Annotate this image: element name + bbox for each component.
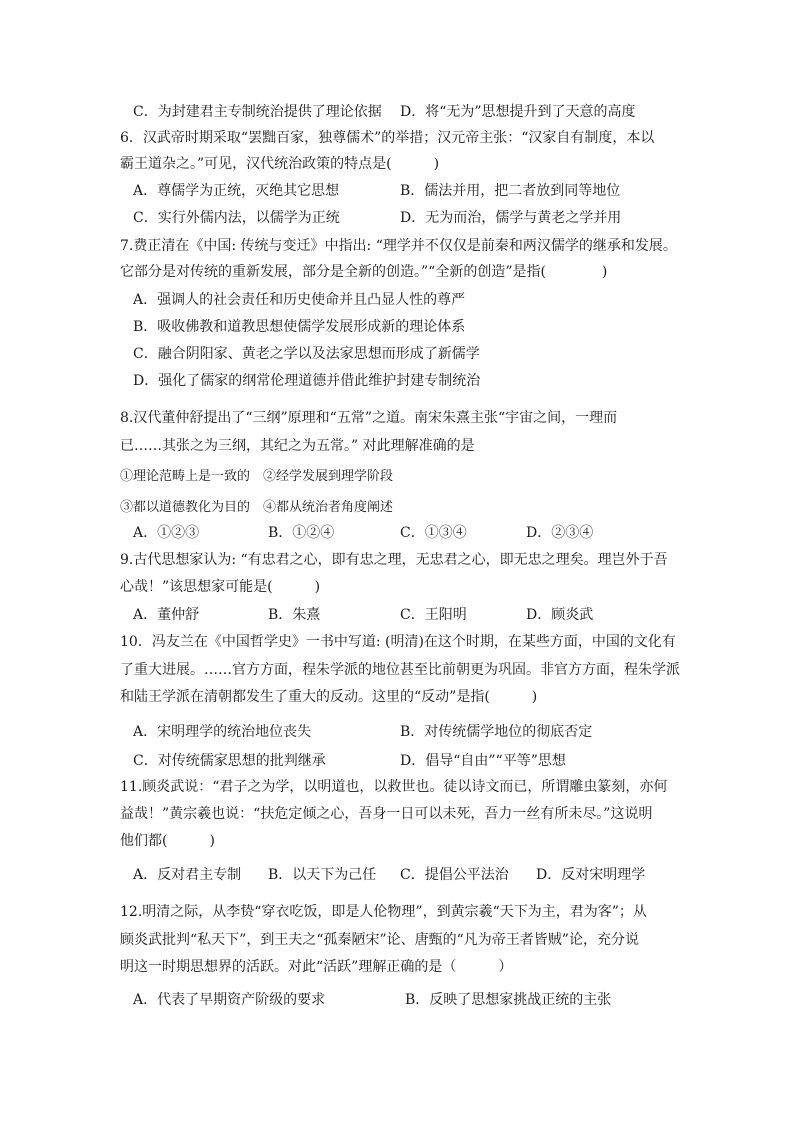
q8-option-a: A．①②③ <box>133 525 200 541</box>
q11-stem-line-3: 他们都( ) <box>120 833 215 849</box>
q10-option-d: D．倡导“自由”“平等”思想 <box>400 753 566 769</box>
q10-stem-line-2: 了重大进展。……官方方面，程朱学派的地位甚至比前朝更为巩固。非官方方面，程朱学派 <box>120 662 680 678</box>
q10-stem-line-3: 和陆王学派在清朝都发生了重大的反动。这里的“反动”是指( ) <box>120 689 538 705</box>
q8-option-c: C．①③④ <box>400 525 467 541</box>
q12-stem-line-1: 12.明清之际，从李贽“穿衣吃饭，即是人伦物理”，到黄宗羲“天下为主，君为客”；从 <box>120 904 647 920</box>
q6-option-d: D．无为而治，儒学与黄老之学并用 <box>400 210 622 226</box>
q6-option-c: C．实行外儒内法，以儒学为正统 <box>133 210 340 226</box>
q10-option-a: A．宋明理学的统治地位丧失 <box>133 724 312 740</box>
q6-option-b: B．儒法并用，把二者放到同等地位 <box>400 183 621 199</box>
q6-stem-line-2: 霸王道杂之。”可见，汉代统治政策的特点是( ) <box>120 156 440 172</box>
q11-option-b: B．以天下为己任 <box>268 867 377 883</box>
q9-option-a: A．董仲舒 <box>133 607 200 623</box>
q10-stem-line-1: 10．冯友兰在《中国哲学史》一书中写道: (明清)在这个时期，在某些方面，中国的文化有 <box>120 634 676 650</box>
q12-stem-line-3: 明这一时期思想界的活跃。对此“活跃”理解正确的是（ ） <box>120 959 513 975</box>
q11-option-a: A．反对君主专制 <box>133 867 242 883</box>
q7-option-d: D．强化了儒家的纲常伦理道德并借此维护封建专制统治 <box>133 373 481 389</box>
q9-option-d: D．顾炎武 <box>526 607 594 623</box>
q11-stem-line-2: 益哉！”黄宗羲也说：“扶危定倾之心，吾身一日可以未死，吾力一丝有所未尽。”这说明 <box>120 806 653 822</box>
q12-option-a: A．代表了早期资产阶级的要求 <box>133 992 326 1008</box>
q9-stem-line-2: 心哉！”该思想家可能是( ) <box>120 579 321 595</box>
q11-option-d: D．反对宋明理学 <box>536 867 646 883</box>
q7-stem-line-1: 7.费正清在《中国: 传统与变迁》中指出: “理学并不仅仅是前秦和两汉儒学的继承和发展。 <box>120 238 677 254</box>
q10-option-b: B．对传统儒学地位的彻底否定 <box>400 724 593 740</box>
q7-stem-line-2: 它部分是对传统的重新发展，部分是全新的创造。”“全新的创造”是指( ) <box>120 264 608 280</box>
q8-option-b: B．①②④ <box>268 525 335 541</box>
q8-option-d: D．②③④ <box>526 525 594 541</box>
q7-option-a: A．强调人的社会责任和历史使命并且凸显人性的尊严 <box>133 292 466 308</box>
q9-option-b: B．朱熹 <box>268 607 321 623</box>
q9-stem-line-1: 9.古代思想家认为: “有忠君之心，即有忠之理，无忠君之心，即无忠之理矣。理岂外于吾 <box>120 552 668 568</box>
q11-stem-line-1: 11.顾炎武说：“君子之为学，以明道也，以救世也。徒以诗文而已，所谓雕虫篆刻，亦何 <box>120 779 668 795</box>
q7-option-c: C．融合阴阳家、黄老之学以及法家思想而形成了新儒学 <box>133 346 480 362</box>
q8-stem-line-1: 8.汉代董仲舒提出了“三纲”原理和“五常”之道。南宋朱熹主张“宇宙之间，一理而 <box>120 410 618 426</box>
q5-option-c: C．为封建君主专制统治提供了理论依据 <box>133 104 382 120</box>
q6-option-a: A．尊儒学为正统，灭绝其它思想 <box>133 183 340 199</box>
q8-stem-line-2: 已……其张之为三纲，其纪之为五常。” 对此理解准确的是 <box>120 438 475 454</box>
q6-stem-line-1: 6．汉武帝时期采取“罢黜百家，独尊儒术”的举措；汉元帝主张：“汉家自有制度，本以 <box>120 130 655 146</box>
q8-statement-line-1: ①理论范畴上是一致的 ②经学发展到理学阶段 <box>120 469 394 484</box>
q8-statement-line-2: ③都以道德教化为目的 ④都从统治者角度阐述 <box>120 500 394 515</box>
q12-stem-line-2: 顾炎武批判“私天下”，到王夫之“孤秦陋宋”论、唐甄的“凡为帝王者皆贼”论，充分说 <box>120 932 639 948</box>
q7-option-b: B．吸收佛教和道教思想使儒学发展形成新的理论体系 <box>133 319 466 335</box>
q9-option-c: C．王阳明 <box>400 607 467 623</box>
q11-option-c: C．提倡公平法治 <box>400 867 509 883</box>
q12-option-b: B．反映了思想家挑战正统的主张 <box>405 992 612 1008</box>
q5-option-d: D．将“无为”思想提升到了天意的高度 <box>400 104 636 120</box>
q10-option-c: C．对传统儒家思想的批判继承 <box>133 753 326 769</box>
